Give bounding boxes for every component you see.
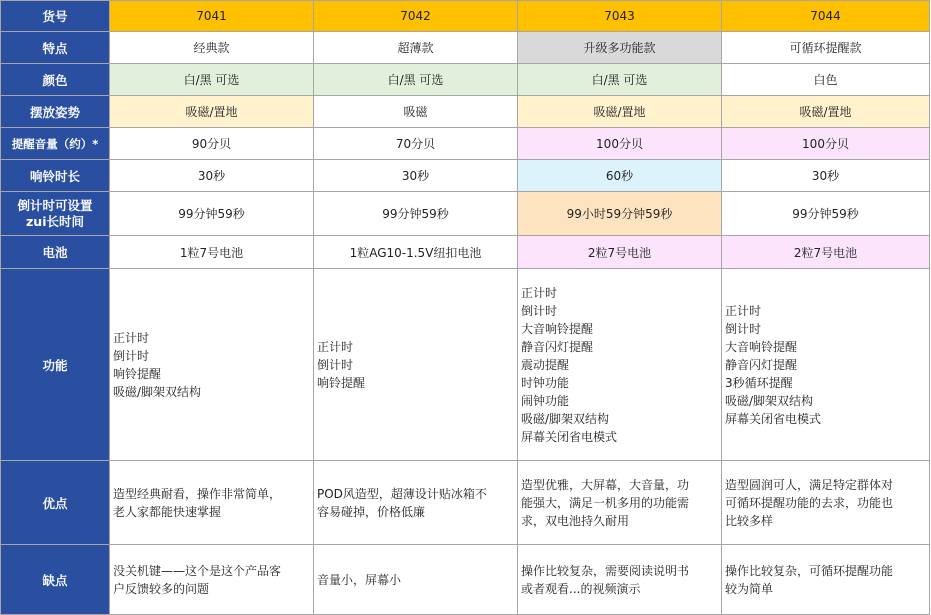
function-item: 倒计时 (521, 303, 558, 318)
cell-feature-7044: 可循环提醒款 (722, 32, 930, 64)
function-item: 震动提醒 (521, 357, 570, 372)
cell-feature-7043: 升级多功能款 (518, 32, 722, 64)
row-pros (1, 461, 930, 545)
pros-line: 能强大，满足一机多用的功能需 (521, 495, 690, 510)
pros-line: POD风造型，超薄设计贴冰箱不 (317, 486, 487, 501)
row-label-ring-duration: 响铃时长 (1, 160, 110, 192)
row-label-cons: 缺点 (1, 545, 110, 615)
function-item: 倒计时 (113, 348, 150, 363)
pros-line: 比较多样 (725, 513, 774, 528)
cell-placement-7044: 吸磁/置地 (722, 96, 930, 128)
row-volume (1, 128, 930, 160)
cell-ring-7043: 60秒 (518, 160, 722, 192)
pros-line: 老人家都能快速掌握 (113, 504, 222, 519)
function-item: 吸磁/脚架双结构 (725, 393, 814, 408)
function-item: 大音响铃提醒 (521, 321, 594, 336)
cell-pros-7042 (314, 461, 518, 545)
cell-countdown-7043: 99小时59分钟59秒 (518, 192, 722, 236)
function-item: 3秒循环提醒 (725, 375, 793, 390)
row-ring-duration (1, 160, 930, 192)
cons-line: 没关机键——这个是这个产品客 (113, 563, 282, 578)
cell-countdown-7042: 99分钟59秒 (314, 192, 518, 236)
cell-functions-7043 (518, 269, 722, 461)
cell-feature-7041: 经典款 (110, 32, 314, 64)
pros-line: 造型优雅，大屏幕，大音量，功 (521, 477, 690, 492)
cell-countdown-7041: 99分钟59秒 (110, 192, 314, 236)
function-item: 响铃提醒 (113, 366, 162, 381)
cons-line: 音量小，屏幕小 (317, 572, 402, 587)
row-color (1, 64, 930, 96)
cell-pros-7044 (722, 461, 930, 545)
cell-volume-7044: 100分贝 (722, 128, 930, 160)
function-item: 正计时 (113, 330, 150, 345)
row-label-model: 货号 (1, 1, 110, 32)
cell-volume-7042: 70分贝 (314, 128, 518, 160)
cons-line: 较为简单 (725, 581, 774, 596)
cell-pros-7043 (518, 461, 722, 545)
cons-line: 操作比较复杂，可循环提醒功能 (725, 563, 894, 578)
row-label-countdown-line2: zui长时间 (26, 213, 84, 229)
row-label-functions: 功能 (1, 269, 110, 461)
function-item: 吸磁/脚架双结构 (521, 411, 610, 426)
function-item: 倒计时 (317, 357, 354, 372)
cell-functions-7041 (110, 269, 314, 461)
function-item: 大音响铃提醒 (725, 339, 798, 354)
cell-cons-7042 (314, 545, 518, 615)
pros-line: 可循环提醒功能的去求，功能也 (725, 495, 894, 510)
row-label-color: 颜色 (1, 64, 110, 96)
cell-battery-7043: 2粒7号电池 (518, 236, 722, 269)
cell-battery-7041: 1粒7号电池 (110, 236, 314, 269)
row-battery (1, 236, 930, 269)
cell-placement-7042: 吸磁 (314, 96, 518, 128)
cell-model-7043: 7043 (518, 1, 722, 32)
function-item: 正计时 (317, 339, 354, 354)
cell-color-7041: 白/黑 可选 (110, 64, 314, 96)
cell-model-7044: 7044 (722, 1, 930, 32)
cell-ring-7041: 30秒 (110, 160, 314, 192)
function-item: 倒计时 (725, 321, 762, 336)
row-label-volume: 提醒音量（约）* (1, 128, 110, 160)
function-item: 屏幕关闭省电模式 (725, 411, 822, 426)
pros-line: 容易碰掉，价格低廉 (317, 504, 426, 519)
cell-functions-7042 (314, 269, 518, 461)
cell-color-7044: 白色 (722, 64, 930, 96)
cell-volume-7043: 100分贝 (518, 128, 722, 160)
cell-battery-7042: 1粒AG10-1.5V纽扣电池 (314, 236, 518, 269)
function-item: 吸磁/脚架双结构 (113, 384, 202, 399)
cons-line: 或者观看...的视频演示 (521, 581, 641, 596)
cell-ring-7042: 30秒 (314, 160, 518, 192)
cell-cons-7043 (518, 545, 722, 615)
cell-volume-7041: 90分贝 (110, 128, 314, 160)
cell-battery-7044: 2粒7号电池 (722, 236, 930, 269)
cell-cons-7041 (110, 545, 314, 615)
cell-cons-7044 (722, 545, 930, 615)
function-item: 屏幕关闭省电模式 (521, 429, 618, 444)
pros-line: 造型经典耐看，操作非常简单， (113, 486, 282, 501)
cell-countdown-7044: 99分钟59秒 (722, 192, 930, 236)
cell-ring-7044: 30秒 (722, 160, 930, 192)
cell-placement-7043: 吸磁/置地 (518, 96, 722, 128)
cell-model-7042: 7042 (314, 1, 518, 32)
cell-color-7042: 白/黑 可选 (314, 64, 518, 96)
function-item: 闹钟功能 (521, 393, 570, 408)
pros-line: 造型圆润可人，满足特定群体对 (725, 477, 894, 492)
row-model (1, 1, 930, 32)
function-item: 响铃提醒 (317, 375, 366, 390)
row-placement (1, 96, 930, 128)
cons-line: 操作比较复杂，需要阅读说明书 (521, 563, 690, 578)
row-functions (1, 269, 930, 461)
cell-functions-7044 (722, 269, 930, 461)
row-label-pros: 优点 (1, 461, 110, 545)
function-item: 静音闪灯提醒 (521, 339, 594, 354)
cell-pros-7041 (110, 461, 314, 545)
function-item: 静音闪灯提醒 (725, 357, 798, 372)
function-item: 正计时 (725, 303, 762, 318)
row-cons (1, 545, 930, 615)
cell-model-7041: 7041 (110, 1, 314, 32)
row-countdown (1, 192, 930, 236)
row-label-battery: 电池 (1, 236, 110, 269)
row-label-countdown (1, 192, 110, 236)
row-label-countdown-line1: 倒计时可设置 (17, 197, 93, 213)
cell-color-7043: 白/黑 可选 (518, 64, 722, 96)
function-item: 正计时 (521, 285, 558, 300)
cell-feature-7042: 超薄款 (314, 32, 518, 64)
cell-placement-7041: 吸磁/置地 (110, 96, 314, 128)
row-label-feature: 特点 (1, 32, 110, 64)
row-label-placement: 摆放姿势 (1, 96, 110, 128)
row-feature (1, 32, 930, 64)
cons-line: 户反馈较多的问题 (113, 581, 210, 596)
pros-line: 求，双电池持久耐用 (521, 513, 630, 528)
function-item: 时钟功能 (521, 375, 570, 390)
